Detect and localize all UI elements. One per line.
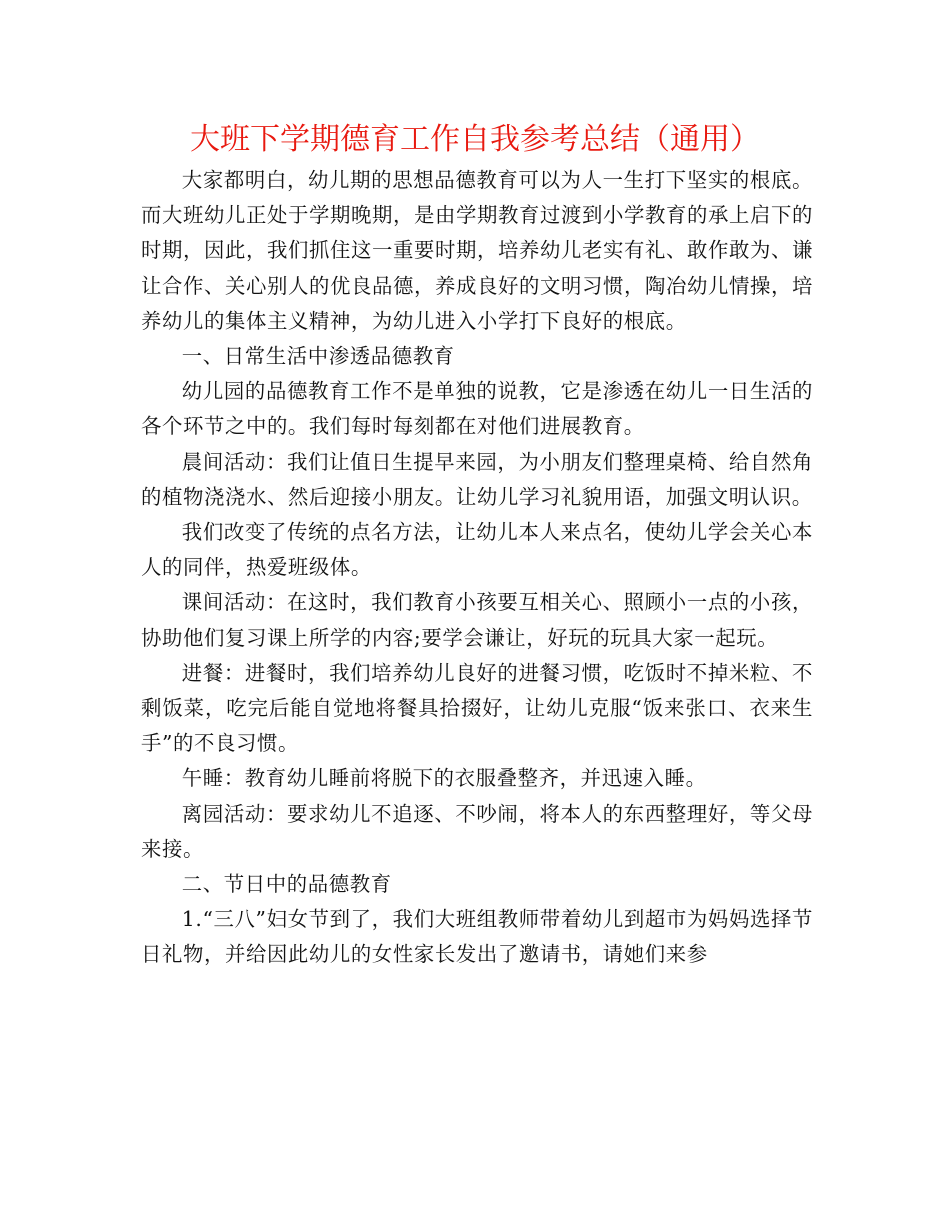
document-body bbox=[141, 163, 813, 973]
paragraph-womens-day: 1.“三八”妇女节到了，我们大班组教师带着幼儿到超市为妈妈选择节日礼物，并给因此幼儿的女性家长发出了邀请书，请她们来参 bbox=[141, 907, 813, 967]
paragraph-break-activity: 课间活动：在这时，我们教育小孩要互相关心、照顾小一点的小孩，协助他们复习课上所学的内容;要学会谦让，好玩的玩具大家一起玩。 bbox=[141, 590, 813, 650]
paragraph-meals: 进餐：进餐时，我们培养幼儿良好的进餐习惯，吃饭时不掉米粒、不剩饭菜，吃完后能自觉地将餐具拾掇好，让幼儿克服“饭来张口、衣来生手”的不良习惯。 bbox=[141, 660, 813, 756]
section-heading-festivals: 二、节日中的品德教育 bbox=[181, 872, 392, 897]
section-heading-daily-life: 一、日常生活中渗透品德教育 bbox=[181, 344, 455, 369]
intro-paragraph: 大家都明白，幼儿期的思想品德教育可以为人一生打下坚实的根底。而大班幼儿正处于学期晚期，是由学期教育过渡到小学教育的承上启下的时期，因此，我们抓住这一重要时期，培养幼儿老实有礼、敢作敢为、谦让合作、关心别人的优良品德，养成良好的文明习惯，陶冶幼儿情操，培养幼儿的集体主义精神，为幼儿进入小学打下良好的根底。 bbox=[141, 168, 813, 333]
paragraph-morning-activity: 晨间活动：我们让值日生提早来园，为小朋友们整理桌椅、给自然角的植物浇浇水、然后迎接小朋友。让幼儿学习礼貌用语，加强文明认识。 bbox=[141, 449, 813, 509]
paragraph-daily-life: 幼儿园的品德教育工作不是单独的说教，它是渗透在幼儿一日生活的各个环节之中的。我们每时每刻都在对他们进展教育。 bbox=[141, 379, 813, 439]
paragraph-leaving: 离园活动：要求幼儿不追逐、不吵闹，将本人的东西整理好，等父母来接。 bbox=[141, 801, 813, 861]
paragraph-nap: 午睡：教育幼儿睡前将脱下的衣服叠整齐，并迅速入睡。 bbox=[181, 766, 707, 791]
paragraph-roll-call: 我们改变了传统的点名方法，让幼儿本人来点名，使幼儿学会关心本人的同伴，热爱班级体。 bbox=[141, 520, 813, 580]
document-title: 大班下学期德育工作自我参考总结（通用） bbox=[190, 122, 760, 157]
